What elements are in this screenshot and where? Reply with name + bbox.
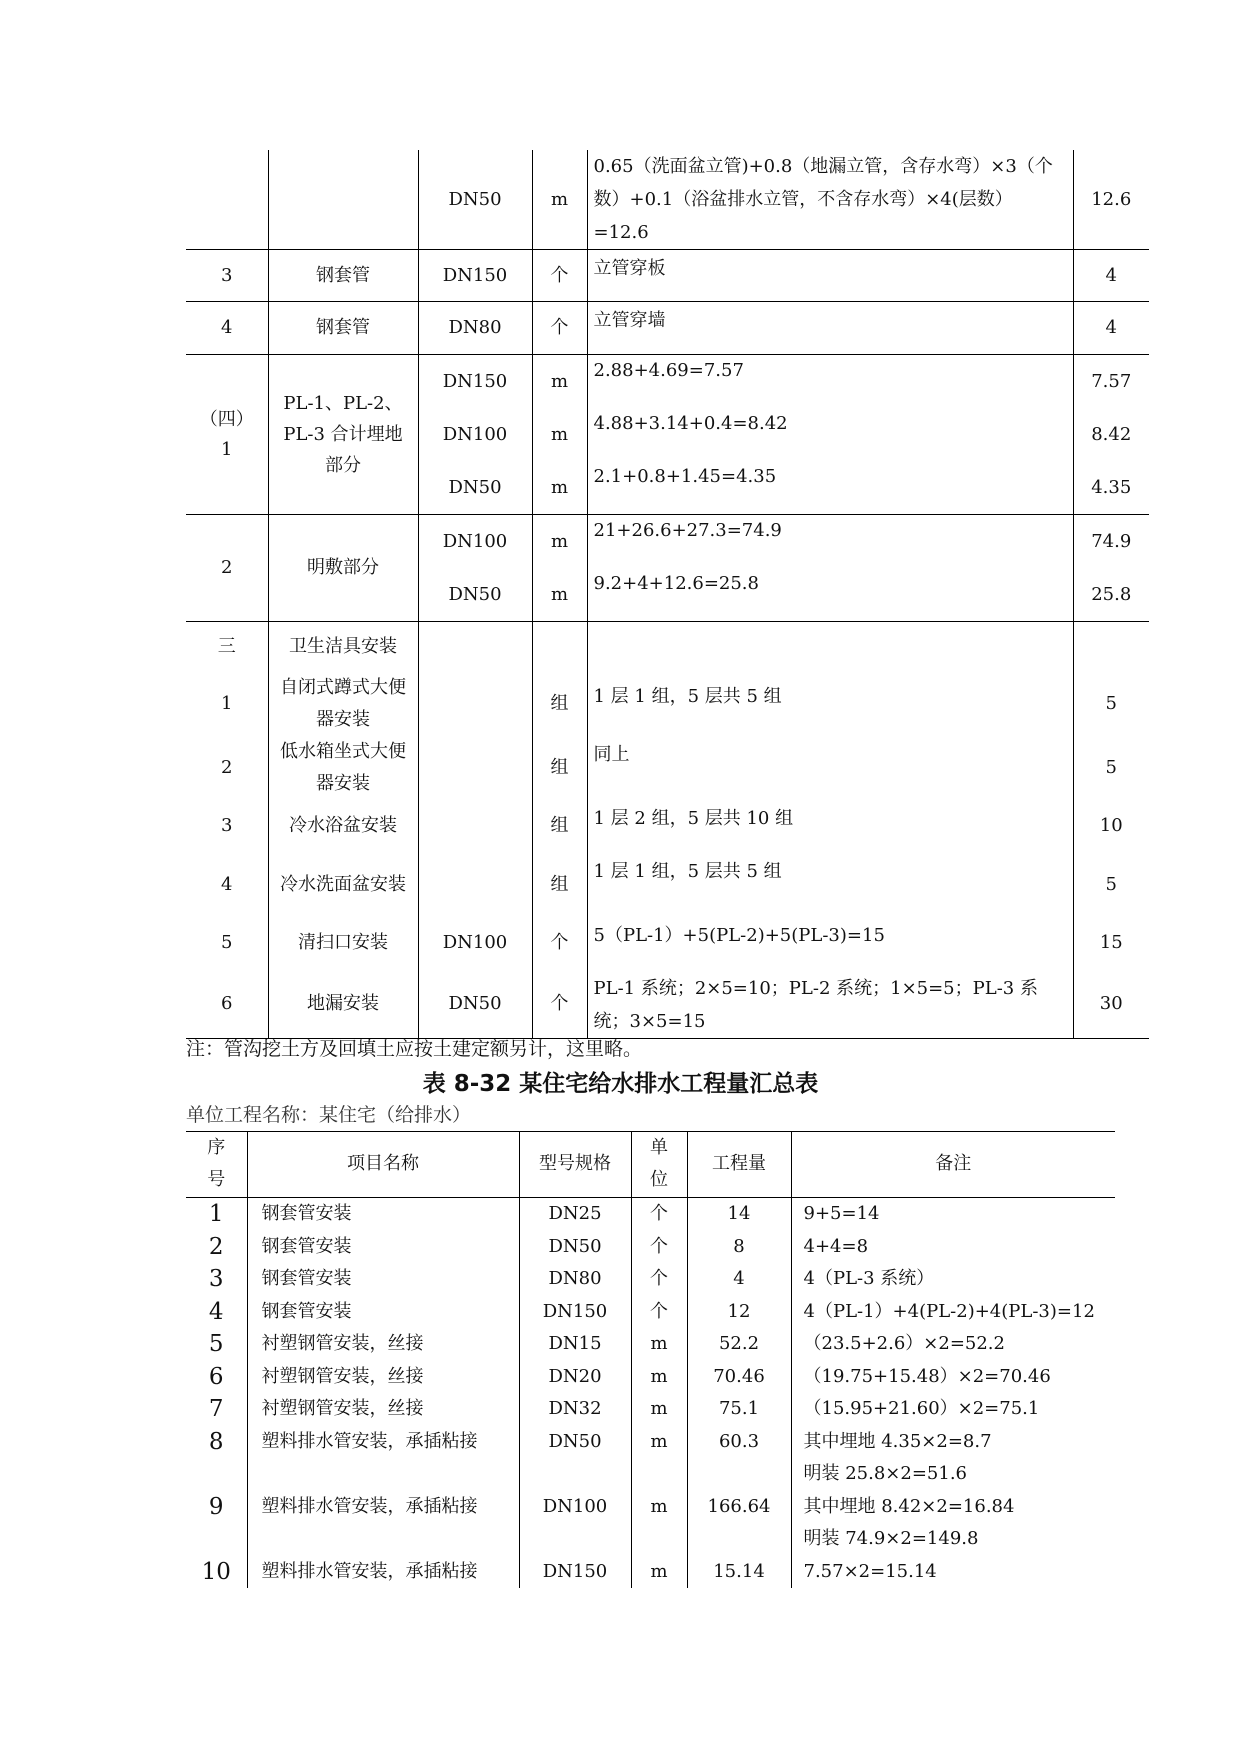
spec-cell xyxy=(418,736,532,800)
qty-sub: 8.42 xyxy=(1091,424,1132,445)
seq-cell: 三 xyxy=(186,622,268,672)
table-row xyxy=(186,1231,1115,1264)
unit-cell: m xyxy=(532,150,587,250)
item-spec: DN50 xyxy=(519,1231,631,1264)
calc-cell xyxy=(587,622,1073,672)
col-header-unit: 单位 xyxy=(631,1132,687,1198)
table-note: 注：管沟挖土方及回填土应按土建定额另计，这里略。 xyxy=(186,1038,643,1060)
item-unit: 个 xyxy=(631,1231,687,1264)
item-spec: DN150 xyxy=(519,1296,631,1329)
table-row xyxy=(186,1556,1115,1589)
seq-cell: 6 xyxy=(186,970,268,1039)
item-remark: 4+4=8 xyxy=(791,1231,1115,1264)
calc-sub: 21+26.6+27.3=74.9 xyxy=(593,520,782,541)
calc-sub: 9.2+4+12.6=25.8 xyxy=(593,573,759,594)
calc-cell: 1 层 1 组，5 层共 5 组 xyxy=(587,672,1073,736)
table-row xyxy=(186,1263,1115,1296)
item-unit: 个 xyxy=(631,1296,687,1329)
name-cell: 冷水洗面盆安装 xyxy=(268,853,418,917)
item-spec: DN100 xyxy=(519,1491,631,1556)
table-row xyxy=(186,302,1149,355)
unit-cell: 组 xyxy=(532,736,587,800)
item-remark-line2: 明装 74.9×2=149.8 xyxy=(791,1523,1115,1556)
seq-cell: 4 xyxy=(186,853,268,917)
item-qty: 60.3 xyxy=(687,1426,791,1491)
seq-cell: 4 xyxy=(186,302,268,355)
item-remark-line2: 明装 25.8×2=51.6 xyxy=(791,1458,1115,1491)
seq-cell: 2 xyxy=(186,736,268,800)
calc-cell: 立管穿板 xyxy=(587,250,1073,302)
calc-cell xyxy=(587,515,1073,622)
item-name: 塑料排水管安装，承插粘接 xyxy=(247,1491,519,1556)
table-row xyxy=(186,1328,1115,1361)
qty-cell: 10 xyxy=(1073,800,1149,853)
calc-cell: 5（PL-1）+5(PL-2)+5(PL-3)=15 xyxy=(587,917,1073,970)
summary-table-body xyxy=(186,1198,1115,1588)
item-qty: 14 xyxy=(687,1198,791,1231)
qty-sub: 4.35 xyxy=(1091,477,1132,498)
calc-sub: 4.88+3.14+0.4=8.42 xyxy=(593,413,788,434)
row-number: 9 xyxy=(208,1493,224,1520)
calc-cell xyxy=(587,355,1073,515)
table-row xyxy=(186,622,1149,672)
row-number: 5 xyxy=(208,1331,224,1357)
row-number: 3 xyxy=(208,1266,224,1292)
table-row xyxy=(186,1198,1115,1231)
col-header-no: 序号 xyxy=(186,1132,247,1198)
unit-cell: 个 xyxy=(532,917,587,970)
qty-cell: 4 xyxy=(1073,302,1149,355)
qty-sub: 7.57 xyxy=(1091,371,1132,392)
name-cell: 低水箱坐式大便器安装 xyxy=(268,736,418,800)
spec-cell: DN150 xyxy=(418,250,532,302)
unit-cell xyxy=(532,622,587,672)
item-spec: DN80 xyxy=(519,1263,631,1296)
item-unit: m xyxy=(631,1426,687,1491)
unit-cell xyxy=(532,515,587,622)
spec-sub: DN100 xyxy=(442,531,508,552)
spec-cell: DN100 xyxy=(418,917,532,970)
qty-cell xyxy=(1073,622,1149,672)
table-row xyxy=(186,917,1149,970)
spec-cell xyxy=(418,853,532,917)
row-number: 1 xyxy=(208,1201,224,1227)
calc-sub: 2.88+4.69=7.57 xyxy=(593,360,744,381)
row-number: 4 xyxy=(208,1298,224,1325)
item-name: 钢套管安装 xyxy=(247,1296,519,1329)
spec-sub: DN100 xyxy=(442,424,508,445)
qty-cell: 4 xyxy=(1073,250,1149,302)
spec-sub: DN50 xyxy=(448,584,502,605)
spec-cell xyxy=(418,515,532,622)
table-row xyxy=(186,736,1149,800)
table-row xyxy=(186,970,1149,1039)
unit-sub: m xyxy=(550,584,569,605)
qty-sub: 74.9 xyxy=(1091,531,1132,552)
name-cell: PL-1、PL-2、PL-3 合计埋地部分 xyxy=(268,355,418,515)
item-qty: 75.1 xyxy=(687,1393,791,1426)
table-row xyxy=(186,1361,1115,1394)
item-name: 衬塑钢管安装，丝接 xyxy=(247,1393,519,1426)
item-spec: DN25 xyxy=(519,1198,631,1231)
spec-cell: DN80 xyxy=(418,302,532,355)
name-cell: 自闭式蹲式大便器安装 xyxy=(268,672,418,736)
qty-cell: 5 xyxy=(1073,736,1149,800)
qty-cell xyxy=(1073,515,1149,622)
table-row xyxy=(186,355,1149,515)
table-row xyxy=(186,672,1149,736)
seq-cell: 3 xyxy=(186,800,268,853)
spec-cell: DN50 xyxy=(418,150,532,250)
unit-cell: 组 xyxy=(532,672,587,736)
table-row xyxy=(186,250,1149,302)
unit-cell: 个 xyxy=(532,302,587,355)
spec-cell xyxy=(418,622,532,672)
unit-cell xyxy=(532,355,587,515)
name-cell: 钢套管 xyxy=(268,250,418,302)
calc-cell: 1 层 2 组，5 层共 10 组 xyxy=(587,800,1073,853)
item-remark: 7.57×2=15.14 xyxy=(791,1556,1115,1589)
spec-sub: DN150 xyxy=(442,371,508,392)
name-cell: 冷水浴盆安装 xyxy=(268,800,418,853)
col-header-spec: 型号规格 xyxy=(519,1132,631,1198)
seq-cell: （四） 1 xyxy=(186,355,268,515)
calc-cell: PL-1 系统；2×5=10；PL-2 系统；1×5=5；PL-3 系统；3×5=15 xyxy=(587,970,1073,1039)
item-remark: 4（PL-1）+4(PL-2)+4(PL-3)=12 xyxy=(791,1296,1115,1329)
item-qty: 8 xyxy=(687,1231,791,1264)
col-header-qty: 工程量 xyxy=(687,1132,791,1198)
row-number: 7 xyxy=(208,1396,224,1422)
seq-cell: 2 xyxy=(186,515,268,622)
item-unit: m xyxy=(631,1491,687,1556)
seq-cell: 5 xyxy=(186,917,268,970)
item-unit: m xyxy=(631,1328,687,1361)
item-unit: 个 xyxy=(631,1198,687,1231)
calc-cell: 1 层 1 组，5 层共 5 组 xyxy=(587,853,1073,917)
qty-cell: 12.6 xyxy=(1073,150,1149,250)
spec-cell: DN50 xyxy=(418,970,532,1039)
unit-sub: m xyxy=(550,371,569,392)
item-spec: DN150 xyxy=(519,1556,631,1589)
item-name: 塑料排水管安装，承插粘接 xyxy=(247,1426,519,1491)
name-cell: 钢套管 xyxy=(268,302,418,355)
item-remark: 其中埋地 8.42×2=16.84 xyxy=(791,1491,1115,1524)
table-row xyxy=(186,1491,1115,1524)
unit-cell: 组 xyxy=(532,800,587,853)
calc-cell: 立管穿墙 xyxy=(587,302,1073,355)
table-title: 表 8-32 某住宅给水排水工程量汇总表 xyxy=(422,1071,819,1097)
seq-cell: 3 xyxy=(186,250,268,302)
row-number: 10 xyxy=(201,1558,231,1585)
item-unit: m xyxy=(631,1556,687,1589)
spec-cell xyxy=(418,800,532,853)
qty-cell: 5 xyxy=(1073,672,1149,736)
qty-cell xyxy=(1073,355,1149,515)
qty-cell: 5 xyxy=(1073,853,1149,917)
unit-cell: 个 xyxy=(532,970,587,1039)
item-remark: 4（PL-3 系统） xyxy=(791,1263,1115,1296)
calc-cell: 同上 xyxy=(587,736,1073,800)
name-cell: 清扫口安装 xyxy=(268,917,418,970)
table-row xyxy=(186,150,1149,250)
seq-cell xyxy=(186,150,268,250)
summary-table xyxy=(186,1131,1115,1198)
table-row xyxy=(186,853,1149,917)
item-qty: 52.2 xyxy=(687,1328,791,1361)
item-remark: （15.95+21.60）×2=75.1 xyxy=(791,1393,1115,1426)
item-unit: 个 xyxy=(631,1263,687,1296)
item-unit: m xyxy=(631,1393,687,1426)
table-row xyxy=(186,1426,1115,1459)
item-name: 衬塑钢管安装，丝接 xyxy=(247,1361,519,1394)
item-qty: 166.64 xyxy=(687,1491,791,1556)
table-row xyxy=(186,800,1149,853)
spec-sub: DN50 xyxy=(448,477,502,498)
table-header-row xyxy=(186,1132,1115,1198)
unit-cell: 组 xyxy=(532,853,587,917)
calc-cell: 0.65（洗面盆立管)+0.8（地漏立管，含存水弯）×3（个数）+0.1（浴盆排水立管，不含存水弯）×4(层数）=12.6 xyxy=(587,150,1073,250)
table-row xyxy=(186,1296,1115,1329)
calc-sub: 2.1+0.8+1.45=4.35 xyxy=(593,466,777,487)
item-remark: 9+5=14 xyxy=(791,1198,1115,1231)
item-remark: 其中埋地 4.35×2=8.7 xyxy=(791,1426,1115,1459)
table-row xyxy=(186,515,1149,622)
unit-sub: m xyxy=(550,531,569,552)
unit-cell: 个 xyxy=(532,250,587,302)
item-spec: DN32 xyxy=(519,1393,631,1426)
item-name: 钢套管安装 xyxy=(247,1263,519,1296)
row-number: 8 xyxy=(208,1428,224,1455)
item-remark: （19.75+15.48）×2=70.46 xyxy=(791,1361,1115,1394)
name-cell xyxy=(268,150,418,250)
item-spec: DN20 xyxy=(519,1361,631,1394)
unit-sub: m xyxy=(550,477,569,498)
unit-project-name: 单位工程名称：某住宅（给排水） xyxy=(186,1104,472,1126)
item-qty: 4 xyxy=(687,1263,791,1296)
seq-cell: 1 xyxy=(186,672,268,736)
item-name: 钢套管安装 xyxy=(247,1231,519,1264)
unit-sub: m xyxy=(550,424,569,445)
table-row xyxy=(186,1393,1115,1426)
spec-cell xyxy=(418,672,532,736)
upper-quantity-table xyxy=(186,150,1149,1039)
qty-cell: 15 xyxy=(1073,917,1149,970)
item-spec: DN15 xyxy=(519,1328,631,1361)
item-unit: m xyxy=(631,1361,687,1394)
item-qty: 12 xyxy=(687,1296,791,1329)
name-cell: 明敷部分 xyxy=(268,515,418,622)
item-qty: 70.46 xyxy=(687,1361,791,1394)
item-qty: 15.14 xyxy=(687,1556,791,1589)
row-number: 6 xyxy=(208,1363,224,1390)
item-name: 衬塑钢管安装，丝接 xyxy=(247,1328,519,1361)
col-header-name: 项目名称 xyxy=(247,1132,519,1198)
col-header-remark: 备注 xyxy=(791,1132,1115,1198)
name-cell: 卫生洁具安装 xyxy=(268,622,418,672)
qty-cell: 30 xyxy=(1073,970,1149,1039)
row-number: 2 xyxy=(208,1233,224,1260)
item-spec: DN50 xyxy=(519,1426,631,1491)
item-remark: （23.5+2.6）×2=52.2 xyxy=(791,1328,1115,1361)
item-name: 钢套管安装 xyxy=(247,1198,519,1231)
qty-sub: 25.8 xyxy=(1091,584,1132,605)
name-cell: 地漏安装 xyxy=(268,970,418,1039)
spec-cell xyxy=(418,355,532,515)
item-name: 塑料排水管安装，承插粘接 xyxy=(247,1556,519,1589)
